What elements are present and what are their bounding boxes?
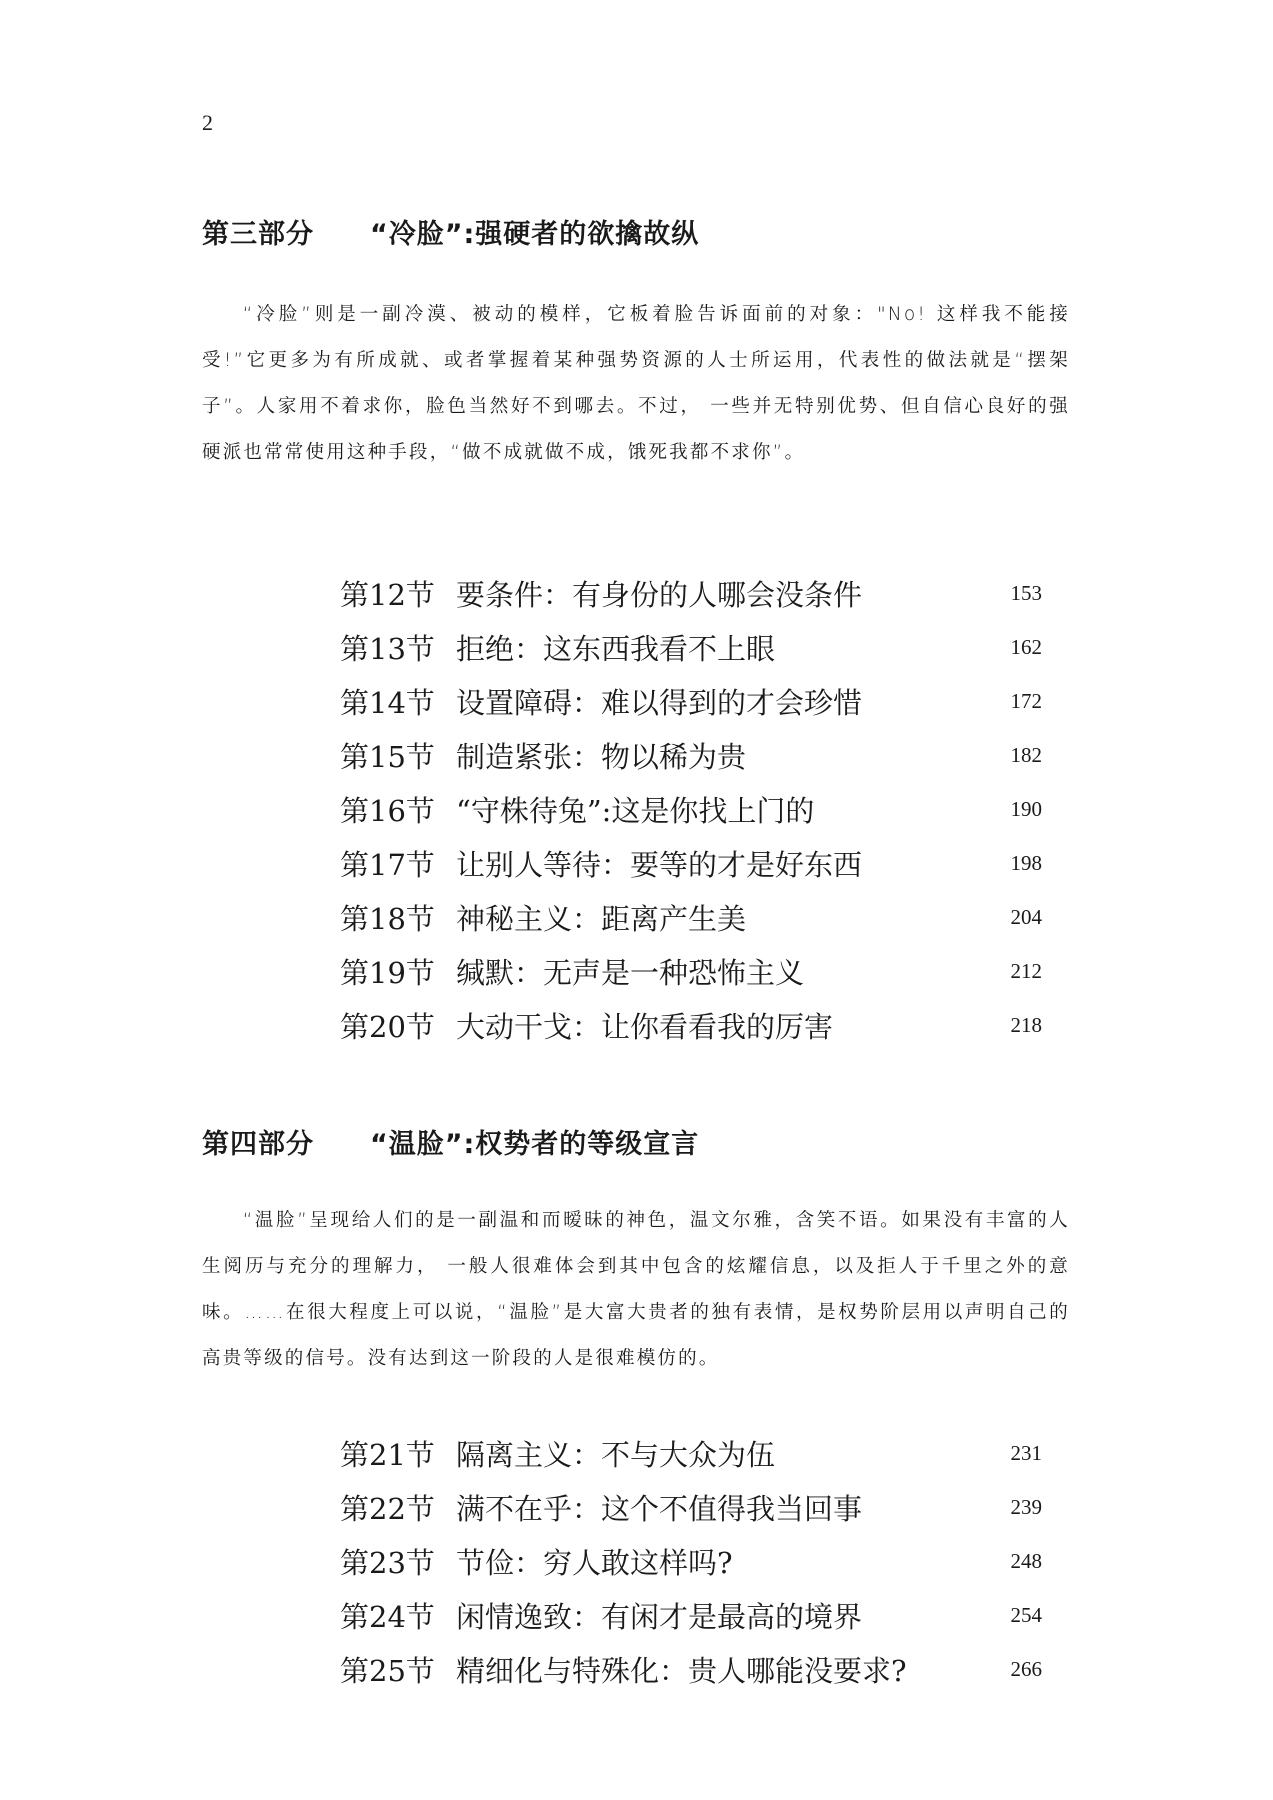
toc-title: 制造紧张：物以稀为贵 <box>456 739 747 774</box>
toc-section-number: 第24节 <box>340 1599 435 1634</box>
toc-page-number: 212 <box>1010 958 1042 983</box>
toc-entry[interactable] <box>340 998 1060 1052</box>
toc-list <box>340 566 1060 1052</box>
toc-title: “守株待兔”:这是你找上门的 <box>456 793 815 828</box>
toc-section-number: 第23节 <box>340 1545 435 1580</box>
toc-page-number: 162 <box>1010 634 1042 659</box>
toc-entry[interactable] <box>340 620 1060 674</box>
toc-title: 大动干戈：让你看看我的厉害 <box>456 1009 834 1044</box>
toc-page-number: 190 <box>1010 796 1042 821</box>
toc-section-number: 第15节 <box>340 739 435 774</box>
toc-section-number: 第16节 <box>340 793 435 828</box>
toc-section-number: 第22节 <box>340 1491 435 1526</box>
toc-list <box>340 1426 1060 1696</box>
toc-title: 隔离主义：不与大众为伍 <box>456 1437 776 1472</box>
part-label: 第三部分 <box>202 219 314 250</box>
toc-page-number: 218 <box>1010 1012 1042 1037</box>
toc-title: 满不在乎：这个不值得我当回事 <box>456 1491 863 1526</box>
toc-page-number: 254 <box>1010 1602 1042 1627</box>
part-label: 第四部分 <box>202 1129 314 1160</box>
toc-section-number: 第19节 <box>340 955 435 990</box>
toc-entry[interactable] <box>340 566 1060 620</box>
part-title <box>202 1122 699 1161</box>
toc-title: 缄默：无声是一种恐怖主义 <box>456 955 805 990</box>
toc-section-number: 第12节 <box>340 577 435 612</box>
toc-title: 让别人等待：要等的才是好东西 <box>456 847 863 882</box>
toc-title: 拒绝：这东西我看不上眼 <box>456 631 776 666</box>
toc-section-number: 第25节 <box>340 1653 435 1688</box>
toc-section-number: 第21节 <box>340 1437 435 1472</box>
toc-title: 要条件：有身份的人哪会没条件 <box>456 577 863 612</box>
toc-section-number: 第18节 <box>340 901 435 936</box>
toc-section-number: 第20节 <box>340 1009 435 1044</box>
part-intro: “温脸”呈现给人们的是一副温和而暧昧的神色，温文尔雅，含笑不语。如果没有丰富的人生阅历与充分的理解力， 一般人很难体会到其中包含的炫耀信息，以及拒人于千里之外的意味。……在很大程度上可以说，“温脸”是大富大贵者的独有表情，是权势阶层用以声明自己的高贵等级的信号。没有达到这一阶段的人是很难模仿的。 <box>202 1210 1070 1369</box>
toc-title: 精细化与特殊化：贵人哪能没要求? <box>456 1653 907 1688</box>
toc-entry[interactable] <box>340 674 1060 728</box>
toc-title: 闲情逸致：有闲才是最高的境界 <box>456 1599 863 1634</box>
toc-page-number: 266 <box>1010 1656 1042 1681</box>
toc-entry[interactable] <box>340 782 1060 836</box>
part-title <box>202 212 699 251</box>
toc-entry[interactable] <box>340 890 1060 944</box>
toc-page-number: 182 <box>1010 742 1042 767</box>
toc-title: 节俭：穷人敢这样吗? <box>456 1545 733 1580</box>
toc-page-number: 172 <box>1010 688 1042 713</box>
toc-page-number: 248 <box>1010 1548 1042 1573</box>
part-intro: “冷脸”则是一副冷漠、被动的模样，它板着脸告诉面前的对象："No! 这样我不能接受!”它更多为有所成就、或者掌握着某种强势资源的人士所运用，代表性的做法就是“摆架子”。人家用不着求你，脸色当然好不到哪去。不过， 一些并无特别优势、但自信心良好的强硬派也常常使用这种手段，“做不成就做不成，饿死我都不求你”。 <box>202 304 1070 463</box>
toc-section-number: 第17节 <box>340 847 435 882</box>
toc-page-number: 153 <box>1010 580 1042 605</box>
toc-title: 设置障碍：难以得到的才会珍惜 <box>456 685 863 720</box>
toc-section-number: 第14节 <box>340 685 435 720</box>
toc-entry[interactable] <box>340 1534 1060 1588</box>
toc-page-number: 204 <box>1010 904 1042 929</box>
toc-entry[interactable] <box>340 944 1060 998</box>
toc-section-number: 第13节 <box>340 631 435 666</box>
toc-page-number: 198 <box>1010 850 1042 875</box>
toc-entry[interactable] <box>340 836 1060 890</box>
toc-entry[interactable] <box>340 1642 1060 1696</box>
toc-page-number: 239 <box>1010 1494 1042 1519</box>
toc-entry[interactable] <box>340 1588 1060 1642</box>
toc-title: 神秘主义：距离产生美 <box>456 901 747 936</box>
toc-entry[interactable] <box>340 1480 1060 1534</box>
toc-entry[interactable] <box>340 1426 1060 1480</box>
part-subtitle: “冷脸”:强硬者的欲擒故纵 <box>370 219 700 250</box>
page-number: 2 <box>202 110 213 135</box>
toc-page-number: 231 <box>1010 1440 1042 1465</box>
toc-entry[interactable] <box>340 728 1060 782</box>
part-subtitle: “温脸”:权势者的等级宣言 <box>370 1129 700 1160</box>
